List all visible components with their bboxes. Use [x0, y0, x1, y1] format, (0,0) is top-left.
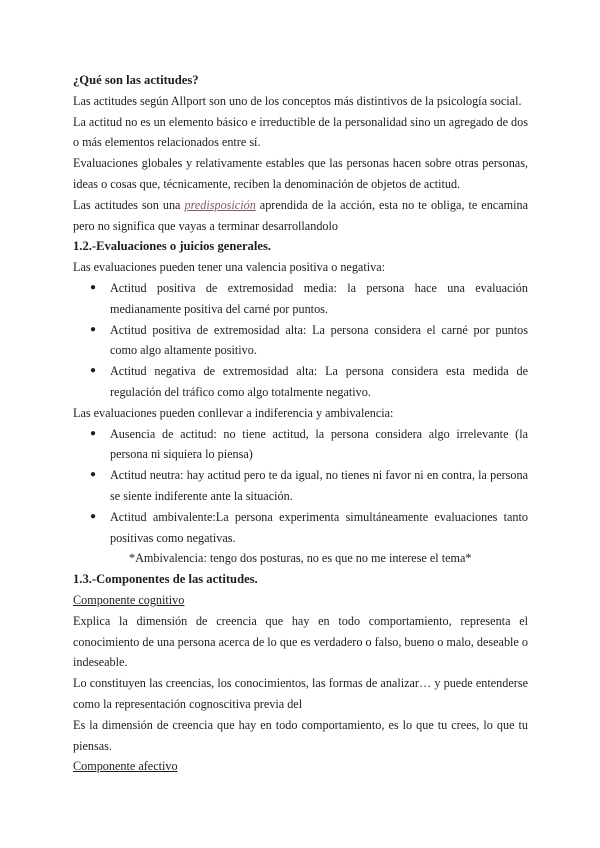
- list-item: ● Ausencia de actitud: no tiene actitud, la persona considera algo irrelevante (la persona ni siquiera lo piensa): [73, 424, 528, 466]
- valencia-list: [73, 278, 528, 403]
- section-heading-componentes: 1.3.-Componentes de las actitudes.: [73, 572, 258, 587]
- ambivalencia-note: *Ambivalencia: tengo dos posturas, no es que no me interese el tema*: [129, 551, 472, 566]
- bullet-icon: ●: [90, 427, 97, 439]
- predisposition-paragraph: [73, 195, 528, 237]
- bullet-icon: ●: [90, 469, 97, 481]
- intro-paragraph-3: Evaluaciones globales y relativamente estables que las personas hacen sobre otras personas, ideas o cosas que, técnicamente, reciben la denominación de objetos de actitud.: [73, 156, 528, 191]
- bullet-icon: ●: [90, 281, 97, 293]
- bullet-icon: ●: [90, 510, 97, 522]
- predisposition-text-after: aprendida de la acción, esta no te obliga, te encamina pero no significa que vayas a terminar desarrollandolo: [73, 197, 528, 233]
- list-item: ● Actitud negativa de extremosidad alta: La persona considera esta medida de regulación del tráfico como algo totalmente negativo.: [73, 361, 528, 403]
- evaluaciones-lead-2: Las evaluaciones pueden conllevar a indiferencia y ambivalencia:: [73, 405, 394, 420]
- subheading-afectivo: Componente afectivo: [73, 759, 178, 774]
- page-title: ¿Qué son las actitudes?: [73, 73, 199, 87]
- list-item: ● Actitud neutra: hay actitud pero te da igual, no tienes ni favor ni en contra, la persona se siente indiferente ante la situación.: [73, 465, 528, 507]
- document-page: [73, 70, 528, 777]
- list-item: ● Actitud positiva de extremosidad media: la persona hace una evaluación medianamente positiva del carné por puntos.: [73, 278, 528, 320]
- predisposition-link[interactable]: predisposición: [184, 197, 256, 212]
- cognitivo-paragraph-3: Es la dimensión de creencia que hay en todo comportamiento, es lo que tu crees, lo que tu piensas.: [73, 717, 528, 753]
- section-heading-evaluaciones: 1.2.-Evaluaciones o juicios generales.: [73, 239, 271, 254]
- evaluaciones-lead-1: Las evaluaciones pueden tener una valencia positiva o negativa:: [73, 260, 386, 275]
- list-item: ● Actitud ambivalente:La persona experimenta simultáneamente evaluaciones tanto positivas como negativas.: [73, 507, 528, 549]
- cognitivo-paragraph-1: Explica la dimensión de creencia que hay en todo comportamiento, representa el conocimiento de una persona acerca de lo que es verdadero o falso, bueno o malo, deseable o indeseable.: [73, 613, 528, 670]
- bullet-icon: ●: [90, 365, 97, 377]
- intro-paragraph-2: La actitud no es un elemento básico e irreductible de la personalidad sino un agregado de dos o más elementos relacionados entre sí.: [73, 114, 528, 150]
- bullet-icon: ●: [90, 323, 97, 335]
- intro-paragraph-1: Las actitudes según Allport son uno de los conceptos más distintivos de la psicología social.: [73, 93, 522, 108]
- predisposition-text-before: Las actitudes son una: [73, 197, 185, 212]
- cognitivo-paragraph-2: Lo constituyen las creencias, los conocimientos, las formas de analizar… y puede entenderse como la representación cognoscitiva previa del: [73, 676, 528, 711]
- list-item: ● Actitud positiva de extremosidad alta: La persona considera el carné por puntos como algo altamente positivo.: [73, 320, 528, 362]
- subheading-cognitivo: Componente cognitivo: [73, 592, 185, 607]
- indiferencia-list: [73, 424, 528, 549]
